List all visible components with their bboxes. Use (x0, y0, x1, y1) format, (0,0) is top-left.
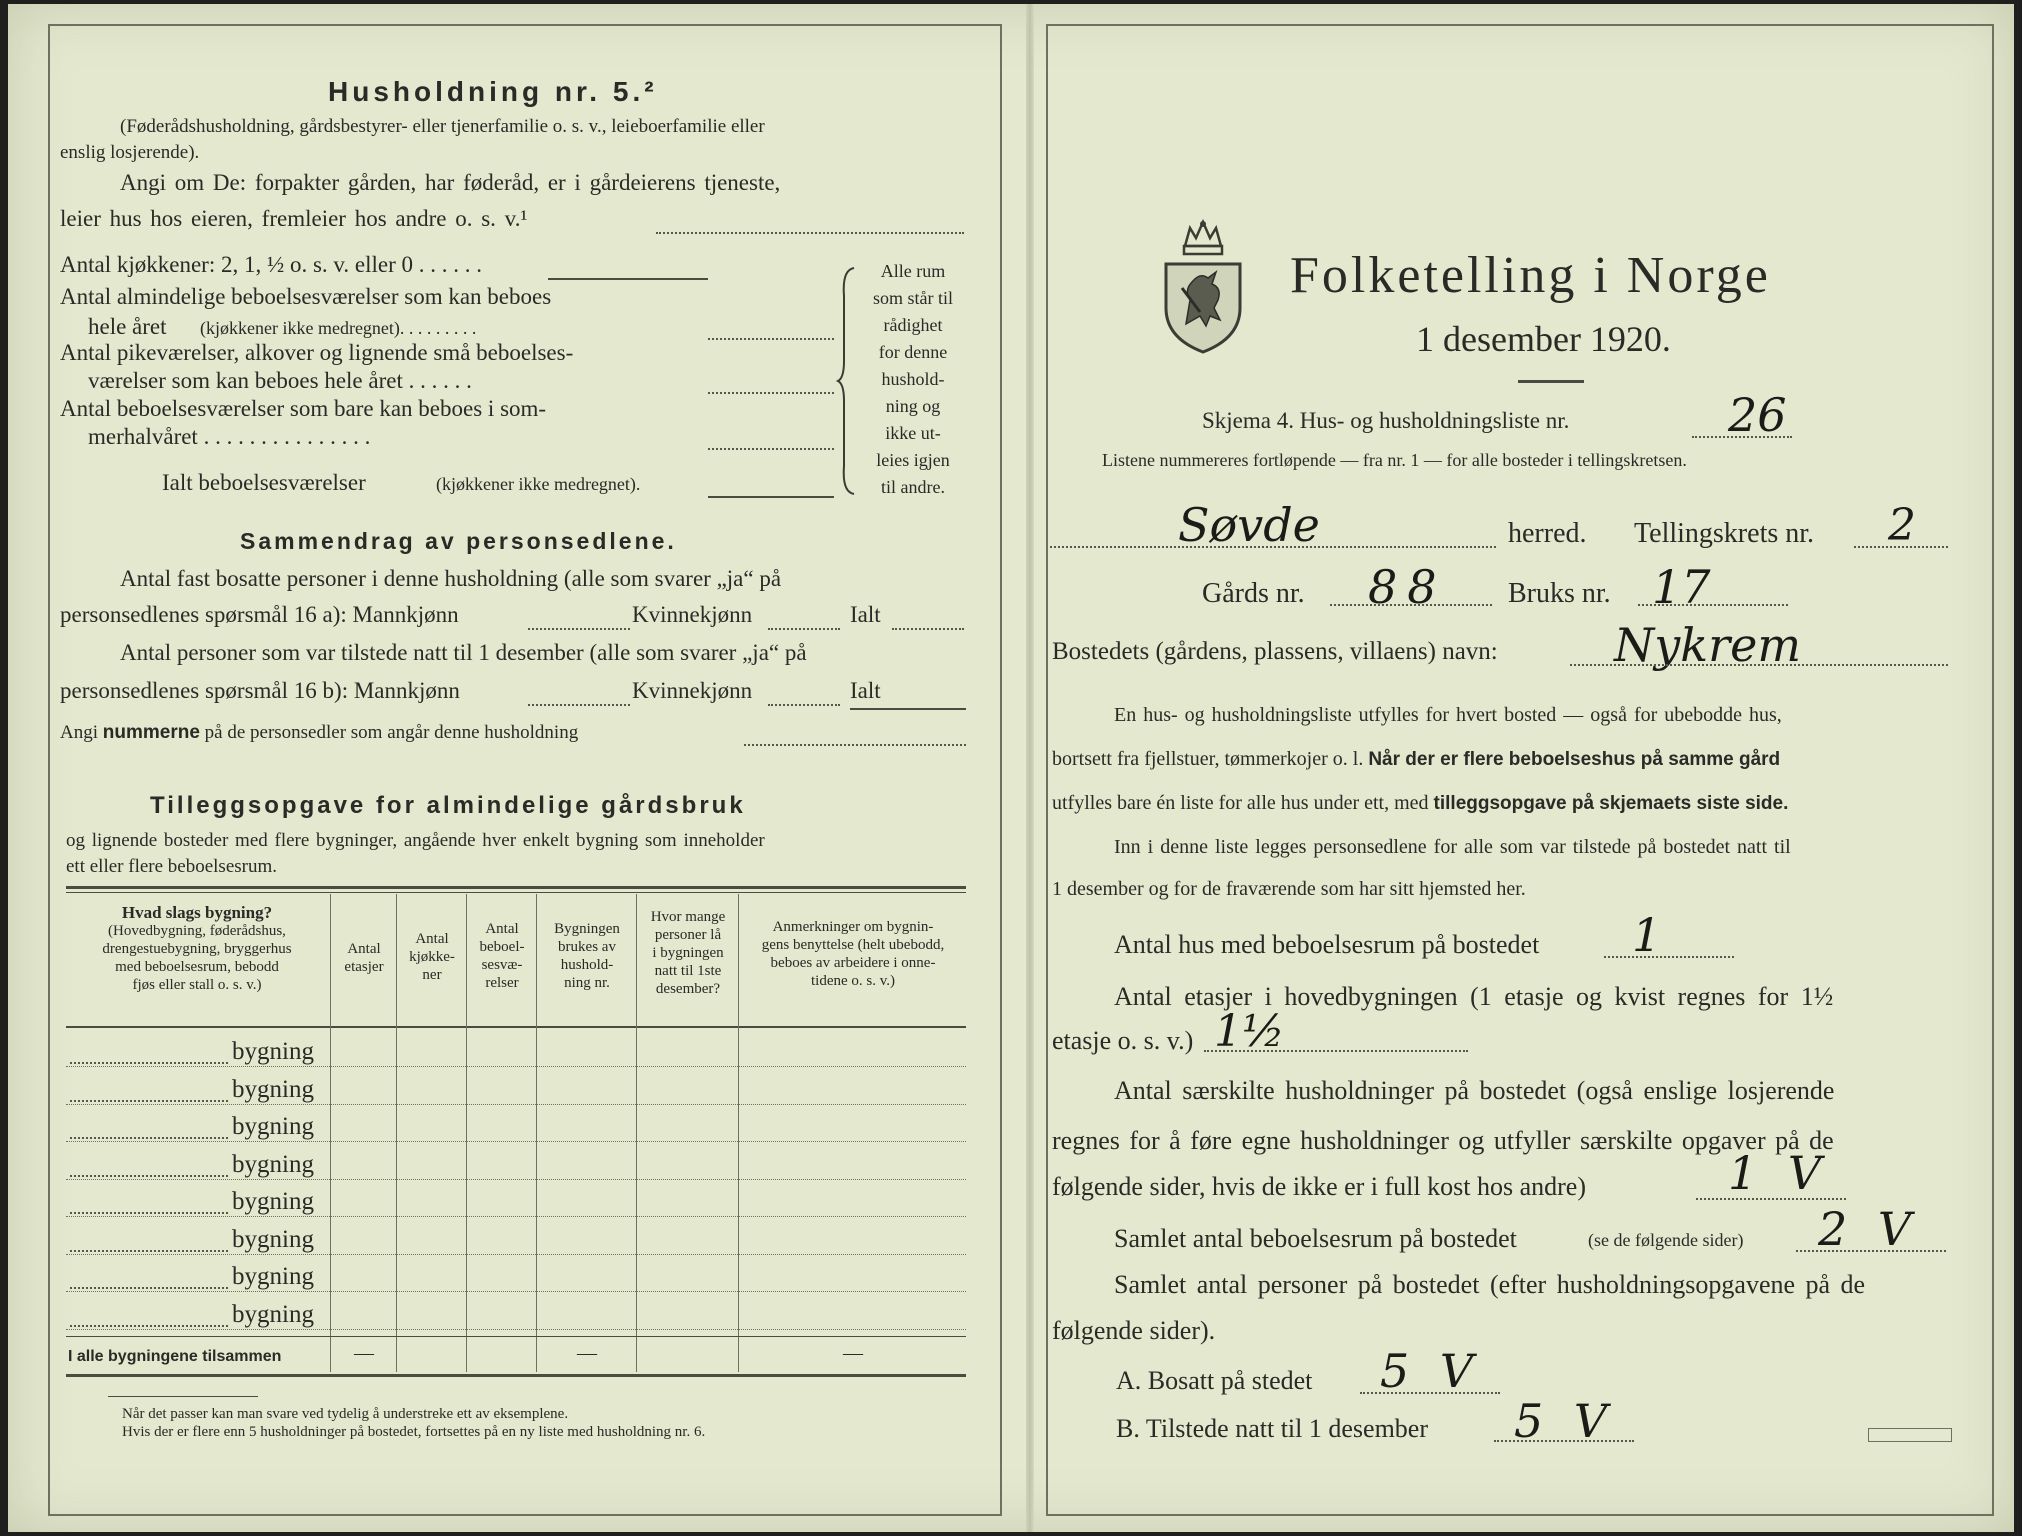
ialt-a-field[interactable] (892, 628, 964, 630)
sommer-field[interactable] (708, 448, 834, 450)
ialt-note: (kjøkkener ikke medregnet). (436, 474, 641, 494)
sammendrag-b-1: Antal personer som var tilstede natt til 1 desember (alle som svarer „ja“ på (120, 640, 807, 665)
sammendrag-b-2: personsedlenes spørsmål 16 b): Mannkjønn (60, 678, 460, 703)
col-divider (536, 894, 537, 1372)
bosted-field[interactable] (1570, 664, 1948, 666)
header-line: gens benyttelse (helt ubebodd, (761, 937, 945, 953)
husholdninger-line-3: følgende sider, hvis de ikke er i full kost hos andre) (1052, 1172, 1586, 1201)
bosatt-value: 5 V (1380, 1344, 1482, 1398)
brace-icon (836, 266, 858, 496)
tilstede-label: B. Tilstede natt til 1 desember (1116, 1414, 1428, 1443)
etasjer-field[interactable] (1204, 1050, 1468, 1052)
footnote-2: Hvis der er flere enn 5 husholdninger på bostedet, fortsettes på en ny liste med husholdning nr. 6. (122, 1424, 706, 1440)
instructions-5: 1 desember og for de fraværende som har sitt hjemsted her. (1052, 878, 1526, 900)
census-sheet (8, 4, 2014, 1532)
almindelige-field[interactable] (708, 338, 834, 340)
samlet-personer-line-1: Samlet antal personer på bostedet (efter husholdningsopgavene på de (1114, 1270, 1866, 1299)
table-row[interactable] (66, 1066, 966, 1067)
census-date: 1 desember 1920. (1416, 319, 1671, 359)
table-header-rule (66, 1026, 966, 1028)
etasjer-line-1: Antal etasjer i hovedbygningen (1 etasje og kvist regnes for 1½ (1114, 982, 1834, 1011)
instructions-3b: tilleggsopgave på skjemaets siste side. (1433, 793, 1789, 814)
header-line: relser (485, 975, 519, 991)
gards-value: 88 (1368, 560, 1447, 614)
census-title: Folketelling i Norge (1290, 247, 1771, 304)
header-line: Antal (485, 921, 519, 937)
angi-nummerne-a: Angi (60, 722, 98, 743)
samlet-rum-label: Samlet antal beboelsesrum på bostedet (1114, 1224, 1517, 1253)
building-type-field[interactable] (70, 1250, 228, 1252)
header-etasjer (332, 940, 396, 976)
skjema-nr-field[interactable] (1692, 436, 1792, 438)
total-label: I alle bygningene tilsammen (68, 1348, 282, 1365)
page-fold (1026, 4, 1034, 1532)
sammendrag-a-1: Antal fast bosatte personer i denne husholdning (alle som svarer „ja“ på (120, 566, 782, 591)
instructions-3a: utfylles bare én liste for alle hus under ett, med (1052, 792, 1429, 814)
brace-note-line: som står til (873, 288, 953, 308)
nummerne-field[interactable] (744, 744, 966, 746)
kvinnekjonn-b-field[interactable] (768, 704, 840, 706)
header-line: personer lå (654, 927, 722, 943)
bruks-value: 17 (1652, 560, 1711, 614)
header-line: beboel- (479, 939, 525, 955)
bosatt-label: A. Bosatt på stedet (1116, 1366, 1313, 1395)
table-row[interactable] (66, 1329, 966, 1330)
pike-label-1: Antal pikeværelser, alkover og lignende små beboelses- (60, 340, 574, 365)
total-rule (66, 1336, 966, 1337)
header-line: hushold- (560, 957, 614, 973)
angi-nummerne (60, 722, 578, 744)
norwegian-coat-of-arms-icon (1160, 216, 1246, 356)
samlet-rum-field[interactable] (1796, 1250, 1946, 1252)
kvinnekjonn-a-label: Kvinnekjønn (632, 602, 753, 627)
mannkjonn-a-field[interactable] (528, 628, 630, 630)
instructions-2a: bortsett fra fjellstuer, tømmerkojer o. l. (1052, 748, 1364, 770)
header-line: med beboelsesrum, bebodd (115, 959, 279, 975)
antal-hus-field[interactable] (1604, 956, 1734, 958)
building-row-label: bygning (232, 1188, 314, 1215)
header-line: brukes av (558, 939, 616, 955)
instructions-2b: Når der er flere beboelseshus på samme gård (1368, 749, 1781, 770)
table-row[interactable] (66, 1179, 966, 1180)
kjokkener-field[interactable] (548, 278, 708, 280)
header-kjokkener (398, 930, 466, 984)
household-title: Husholdning nr. 5.² (328, 76, 658, 107)
total-husholdning: — (577, 1342, 597, 1364)
header-line: Bygningen (554, 921, 620, 937)
kvinnekjonn-a-field[interactable] (768, 628, 840, 630)
ialt-b-field[interactable] (850, 708, 966, 710)
instructions-3 (1052, 792, 1788, 815)
table-row[interactable] (66, 1141, 966, 1142)
table-row[interactable] (66, 1291, 966, 1292)
ialt-label: Ialt beboelsesværelser (162, 470, 366, 495)
building-type-field[interactable] (70, 1137, 228, 1139)
col-divider (330, 894, 331, 1372)
header-line: desember? (655, 981, 721, 997)
bruks-field[interactable] (1638, 604, 1788, 606)
header-line: (Hovedbygning, føderådshus, (108, 923, 286, 939)
tilstede-field[interactable] (1494, 1440, 1634, 1442)
almindelige-label-1: Antal almindelige beboelsesværelser som kan beboes (60, 284, 552, 309)
kvinnekjonn-b-label: Kvinnekjønn (632, 678, 753, 703)
building-type-field[interactable] (70, 1287, 228, 1289)
angi-nummerne-c: på de personsedler som angår denne husholdning (204, 722, 579, 743)
angi-om-line-2: leier hus hos eieren, fremleier hos andre o. s. v.¹ (60, 206, 528, 231)
samlet-personer-line-2: følgende sider). (1052, 1316, 1216, 1345)
table-row[interactable] (66, 1216, 966, 1217)
header-line: natt til 1ste (654, 963, 722, 979)
husholdninger-value: 1 V (1728, 1146, 1830, 1200)
tellingskrets-label: Tellingskrets nr. (1634, 518, 1815, 549)
antal-hus-label: Antal hus med beboelsesrum på bostedet (1114, 930, 1540, 959)
bruks-label: Bruks nr. (1508, 578, 1611, 609)
building-type-field[interactable] (70, 1100, 228, 1102)
header-line: ner (422, 967, 442, 983)
samlet-rum-value: 2 V (1818, 1202, 1920, 1256)
instructions-2 (1052, 748, 1780, 771)
gards-label: Gårds nr. (1202, 578, 1305, 609)
mannkjonn-b-field[interactable] (528, 704, 630, 706)
sommer-label-2: merhalvåret . . . . . . . . . . . . . . . (88, 424, 371, 449)
etasjer-value: 1½ (1214, 1006, 1285, 1057)
tellingskrets-value: 2 (1888, 500, 1916, 551)
husholdninger-field[interactable] (1696, 1198, 1846, 1200)
building-type-field[interactable] (70, 1175, 228, 1177)
brace-note-line: hushold- (881, 369, 945, 389)
header-line: tidene o. s. v.) (810, 973, 895, 989)
tillegg-title: Tilleggsopgave for almindelige gårdsbruk (150, 792, 746, 819)
building-row-label: bygning (232, 1263, 314, 1290)
title-rule (1518, 380, 1584, 383)
col-divider (738, 894, 739, 1372)
gards-field[interactable] (1330, 604, 1492, 606)
etasjer-line-2: etasje o. s. v.) (1052, 1026, 1194, 1055)
col-divider (396, 894, 397, 1372)
instructions-4: Inn i denne liste legges personsedlene for alle som var tilstede på bostedet natt til (1114, 836, 1791, 858)
skjema-nr-value: 26 (1728, 388, 1787, 442)
building-row-label: bygning (232, 1113, 314, 1140)
kjokkener-label: Antal kjøkkener: 2, 1, ½ o. s. v. eller 0 . . . . . . (60, 252, 483, 277)
sammendrag-title: Sammendrag av personsedlene. (240, 528, 677, 554)
building-type-field[interactable] (70, 1062, 228, 1064)
header-line: fjøs eller stall o. s. v.) (132, 977, 262, 993)
building-type-field[interactable] (70, 1212, 228, 1214)
brace-note-line: Alle rum (880, 261, 946, 281)
header-bygning (66, 904, 328, 994)
skjema-label: Skjema 4. Hus- og husholdningsliste nr. (1202, 408, 1570, 433)
header-beboelsesvaerelser (468, 920, 536, 992)
tellingskrets-field[interactable] (1854, 546, 1948, 548)
ialt-a-label: Ialt (850, 602, 881, 627)
tillegg-text-2: ett eller flere beboelsesrum. (66, 856, 278, 877)
angi-om-field[interactable] (656, 232, 964, 234)
sammendrag-a-2: personsedlenes spørsmål 16 a): Mannkjønn (60, 602, 459, 627)
header-line: Antal (415, 931, 449, 947)
brace-note-line: rådighet (883, 315, 943, 335)
brace-note-line: til andre. (881, 477, 945, 497)
table-row[interactable] (66, 1254, 966, 1255)
almindelige-note: (kjøkkener ikke medregnet). . . . . . . . . (200, 318, 477, 338)
header-line: Hvor mange (650, 909, 726, 925)
bosted-label: Bostedets (gårdens, plassens, villaens) navn: (1052, 638, 1498, 665)
almindelige-label-2: hele året (88, 314, 167, 339)
building-row-label: bygning (232, 1300, 314, 1328)
total-anmerkninger: — (843, 1342, 863, 1364)
header-line: beboes av arbeidere i onne- (770, 955, 936, 971)
brace-note-line: for denne (878, 342, 948, 362)
pike-label-2: værelser som kan beboes hele året . . . . . . (88, 368, 472, 393)
printer-mark (1868, 1428, 1952, 1442)
listene-note: Listene nummereres fortløpende — fra nr. 1 — for alle bosteder i tellingskretsen. (1102, 450, 1687, 470)
header-line: Antal (347, 941, 381, 957)
sommer-label-1: Antal beboelsesværelser som bare kan beboes i som- (60, 396, 547, 421)
building-row-label: bygning (232, 1150, 314, 1178)
header-line: drengestuebygning, bryggerhus (102, 941, 292, 957)
header-personer (638, 908, 738, 998)
brace-note-line: ikke ut- (885, 423, 941, 443)
samlet-rum-note: (se de følgende sider) (1588, 1230, 1744, 1250)
tillegg-text-1: og lignende bosteder med flere bygninger, angående hver enkelt bygning som inneholder (66, 830, 765, 851)
brace-note-line: leies igjen (876, 450, 950, 470)
col-divider (636, 894, 637, 1372)
header-line: i bygningen (652, 945, 724, 961)
header-line: sesvæ- (481, 957, 523, 973)
header-line: Hvad slags bygning? (121, 903, 273, 922)
table-row[interactable] (66, 1104, 966, 1105)
header-husholdning-nr (538, 920, 636, 992)
tilstede-value: 5 V (1514, 1394, 1616, 1448)
header-line: ning nr. (564, 975, 610, 991)
building-row-label: bygning (232, 1225, 314, 1253)
pike-field[interactable] (708, 392, 834, 394)
intro-line-2: enslig losjerende). (60, 142, 200, 163)
angi-nummerne-b: nummerne (102, 722, 200, 743)
header-line: Anmerkninger om bygnin- (772, 919, 934, 935)
footnote-1: Når det passer kan man svare ved tydelig å understreke ett av eksemplene. (122, 1406, 569, 1422)
herred-value: Søvde (1178, 498, 1320, 552)
antal-hus-value: 1 (1632, 908, 1662, 962)
table-top-rule-2 (66, 892, 966, 893)
husholdninger-line-1: Antal særskilte husholdninger på bostedet (også enslige losjerende (1114, 1076, 1835, 1105)
building-type-field[interactable] (70, 1325, 228, 1327)
header-anmerkninger (740, 918, 966, 990)
brace-note-line: ning og (885, 396, 941, 416)
header-line: etasjer (344, 959, 384, 975)
ialt-b-label: Ialt (850, 678, 881, 703)
angi-om-line-1: Angi om De: forpakter gården, har føderåd, er i gårdeierens tjeneste, (120, 170, 781, 195)
husholdninger-line-2: regnes for å føre egne husholdninger og utfyller særskilte opgaver på de (1052, 1126, 1834, 1155)
table-top-rule (66, 886, 966, 889)
instructions-1: En hus- og husholdningsliste utfylles for hvert bosted — også for ubebodde hus, (1114, 704, 1782, 726)
bosatt-field[interactable] (1360, 1392, 1500, 1394)
footnote-rule (108, 1396, 258, 1397)
herred-field[interactable] (1050, 546, 1496, 548)
col-divider (466, 894, 467, 1372)
intro-line-1: (Føderådshusholdning, gårdsbestyrer- eller tjenerfamilie o. s. v., leieboerfamilie eller (120, 116, 765, 137)
brace-note (858, 258, 968, 501)
herred-label: herred. (1508, 518, 1587, 549)
left-page-border (48, 24, 1002, 1516)
building-row-label: bygning (232, 1038, 314, 1065)
total-etasjer: — (354, 1342, 374, 1364)
ialt-field[interactable] (708, 496, 834, 498)
building-row-label: bygning (232, 1075, 314, 1103)
header-line: kjøkke- (409, 949, 455, 965)
bosted-value: Nykrem (1614, 618, 1801, 672)
table-bottom-rule (66, 1374, 966, 1377)
